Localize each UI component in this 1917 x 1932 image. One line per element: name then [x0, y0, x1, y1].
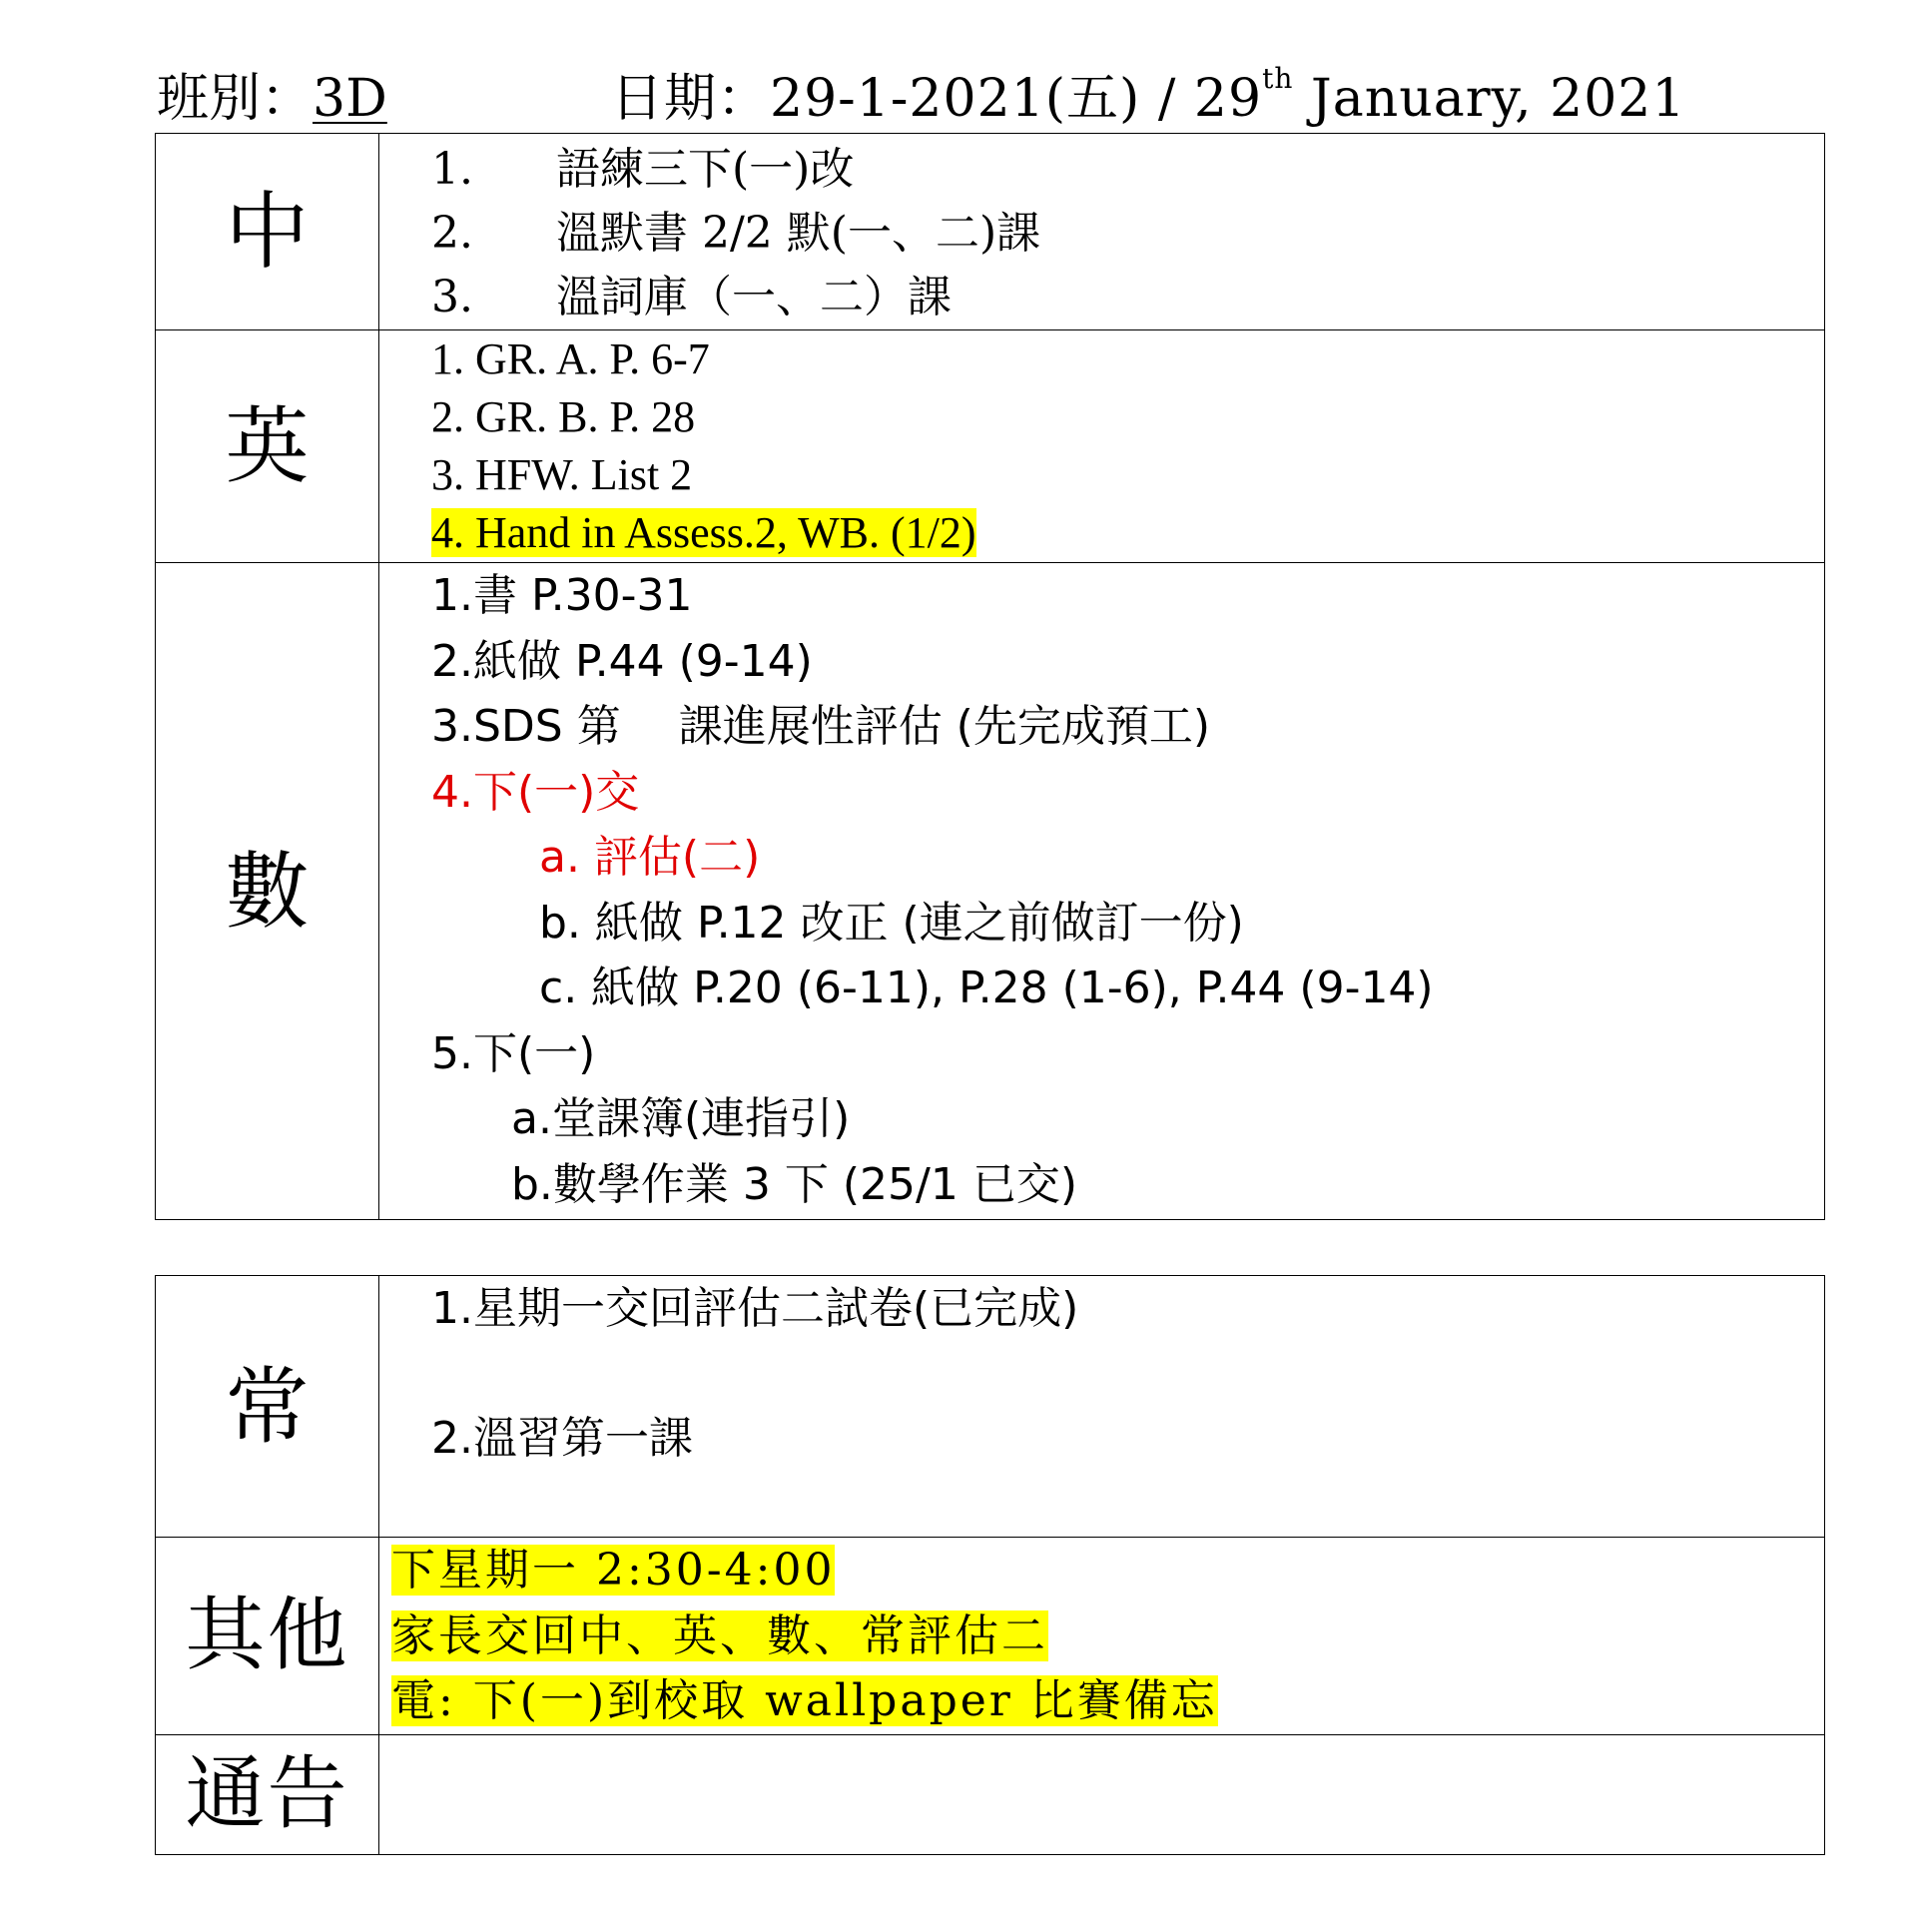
notices-content: [379, 1734, 1825, 1854]
subject-others: 其他: [156, 1538, 379, 1735]
row-general-studies: [156, 1276, 1825, 1538]
date-tail: January, 2021: [1293, 69, 1686, 129]
gs-item: 2.溫習第一課: [431, 1413, 693, 1464]
homework-table-main: [155, 133, 1825, 1220]
class-label: 班別：: [157, 69, 314, 129]
chinese-item: 3. 溫詞庫（一、二）課: [431, 272, 952, 322]
date-field: [611, 56, 1685, 131]
date-label: 日期：: [611, 69, 771, 129]
gs-item: 1.星期一交回評估二試卷(已完成): [431, 1283, 1079, 1334]
chinese-item: 2. 溫默書 2/2 默(一、二)課: [431, 208, 1041, 259]
class-value: 3D: [313, 69, 387, 129]
chinese-item: 1. 語練三下(一)改: [431, 144, 855, 195]
english-item-highlighted: 4. Hand in Assess.2, WB. (1/2): [431, 508, 976, 557]
math-item: 3.SDS 第 課進展性評估 (先完成預工): [431, 701, 1211, 752]
general-studies-content: [379, 1276, 1825, 1538]
math-subitem: b.數學作業 3 下 (25/1 已交): [511, 1158, 1077, 1210]
math-subitem: b. 紙做 P.12 改正 (連之前做訂一份): [539, 897, 1244, 949]
chinese-content: [379, 134, 1825, 330]
subject-notices: 通告: [156, 1734, 379, 1854]
subject-english: 英: [156, 330, 379, 563]
math-content: [379, 563, 1825, 1220]
row-others: [156, 1538, 1825, 1735]
english-item: 2. GR. B. P. 28: [431, 392, 696, 441]
header: [157, 48, 1824, 128]
math-item: 2.紙做 P.44 (9-14): [431, 635, 813, 687]
math-item-red: 4.下(一)交: [431, 766, 640, 818]
row-math: [156, 563, 1825, 1220]
row-chinese: [156, 134, 1825, 330]
math-subitem: a.堂課簿(連指引): [511, 1093, 851, 1144]
row-english: [156, 330, 1825, 563]
class-field: [157, 56, 387, 131]
math-item: 1.書 P.30-31: [431, 570, 693, 621]
row-notices: [156, 1734, 1825, 1854]
english-item: 3. HFW. List 2: [431, 450, 693, 499]
others-item-highlighted: 家長交回中、英、數、常評估二: [391, 1610, 1048, 1661]
date-value: 29-1-2021(五) / 29: [770, 69, 1263, 129]
others-item-highlighted: 電: 下(一)到校取 wallpaper 比賽備忘: [391, 1675, 1218, 1726]
subject-chinese: 中: [156, 134, 379, 330]
others-content: [379, 1538, 1825, 1735]
date-superscript: th: [1262, 62, 1294, 95]
math-subitem-red: a. 評估(二): [539, 832, 761, 883]
homework-table-secondary: [155, 1275, 1825, 1855]
math-item: 5.下(一): [431, 1027, 596, 1079]
english-content: [379, 330, 1825, 563]
subject-general-studies: 常: [156, 1276, 379, 1538]
subject-math: 數: [156, 563, 379, 1220]
math-subitem: c. 紙做 P.20 (6-11), P.28 (1-6), P.44 (9-14): [539, 963, 1434, 1013]
others-item-highlighted: 下星期一 2:30-4:00: [391, 1545, 836, 1596]
english-item: 1. GR. A. P. 6-7: [431, 334, 710, 383]
